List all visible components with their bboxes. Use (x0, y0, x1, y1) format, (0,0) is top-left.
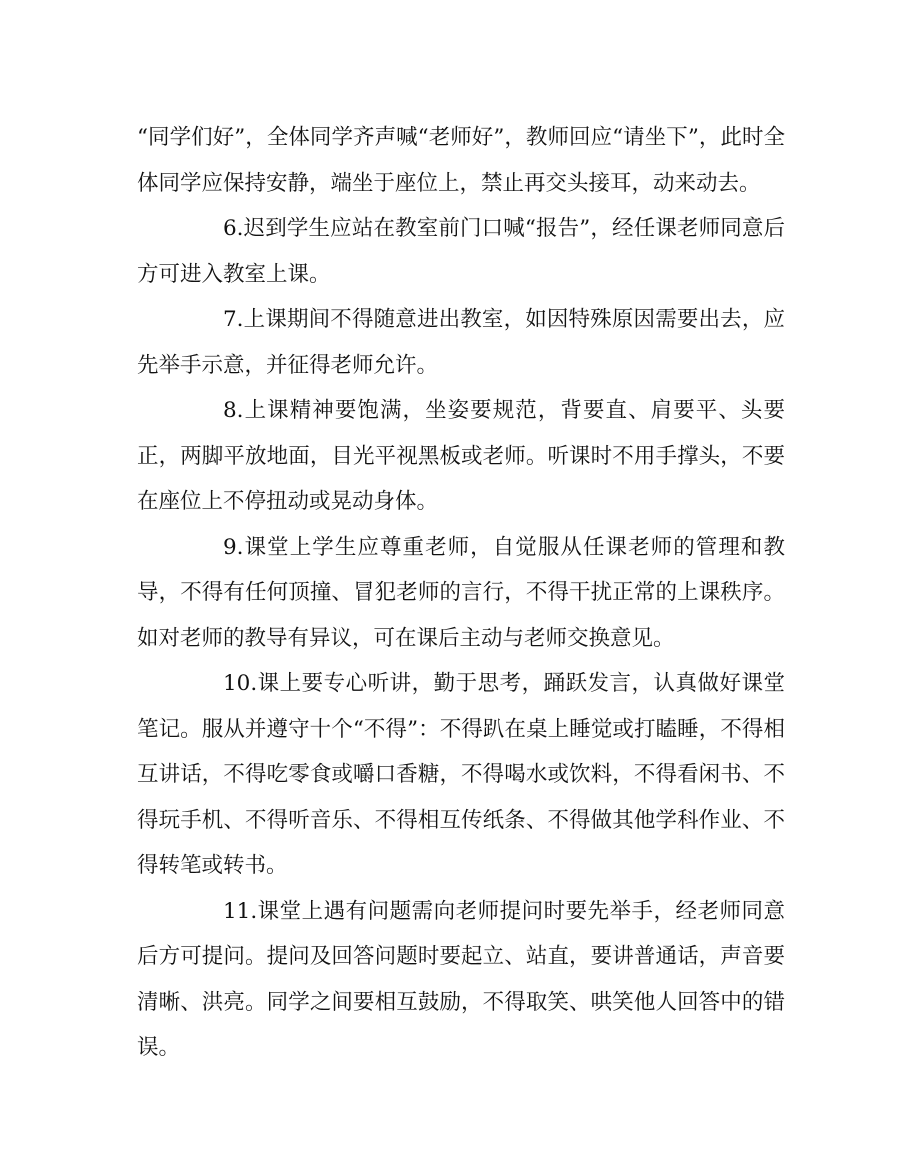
paragraph-rule-6: 6.迟到学生应站在教室前门口喊“报告”，经任课老师同意后方可进入教室上课。 (137, 216, 785, 287)
paragraph-rule-10: 10.课上要专心听讲，勤于思考，踊跃发言，认真做好课堂笔记。服从并遵守十个“不得”：不得趴在桌上睡觉或打瞌睡，不得相互讲话，不得吃零食或嚼口香糖，不得喝水或饮料，不得看闲书、不得玩手机、不得听音乐、不得相互传纸条、不得做其他学科作业、不得转笔或转书。 (137, 671, 785, 878)
paragraph-rule-9: 9.课堂上学生应尊重老师，自觉服从任课老师的管理和教导，不得有任何顶撞、冒犯老师的言行，不得干扰正常的上课秩序。如对老师的教导有异议，可在课后主动与老师交换意见。 (137, 534, 785, 651)
paragraph-rule-11: 11.课堂上遇有问题需向老师提问时要先举手，经老师同意后方可提问。提问及回答问题时要起立、站直，要讲普通话，声音要清晰、洪亮。同学之间要相互鼓励，不得取笑、哄笑他人回答中的错误。 (137, 898, 785, 1060)
paragraph-rule-8: 8.上课精神要饱满，坐姿要规范，背要直、肩要平、头要正，两脚平放地面，目光平视黑板或老师。听课时不用手撑头，不要在座位上不停扭动或晃动身体。 (137, 398, 785, 514)
paragraph-rule-7: 7.上课期间不得随意进出教室，如因特殊原因需要出去，应先举手示意，并征得老师允许。 (137, 307, 785, 378)
paragraph-continuation: “同学们好”，全体同学齐声喊“老师好”，教师回应“请坐下”，此时全体同学应保持安静，端坐于座位上，禁止再交头接耳，动来动去。 (137, 125, 785, 196)
document-body (137, 115, 785, 1071)
